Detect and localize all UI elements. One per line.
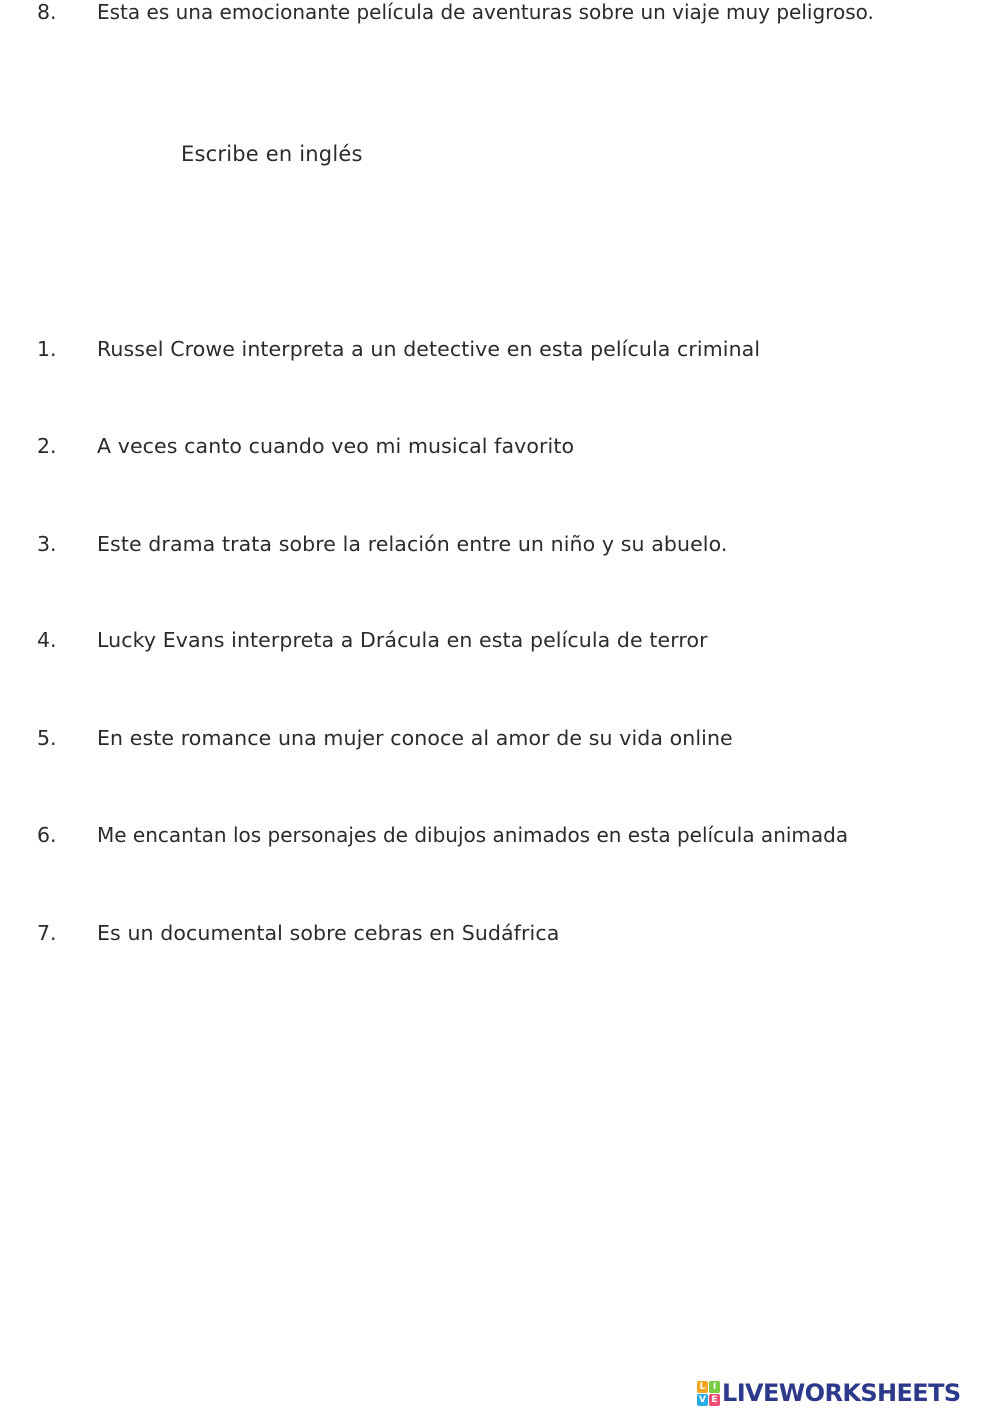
item-number: 7. <box>37 921 57 945</box>
logo-letter-i: I <box>709 1381 720 1393</box>
item-number: 3. <box>37 532 57 556</box>
exercise-item-8 <box>0 0 1000 30</box>
logo-letter-e: E <box>709 1394 720 1406</box>
exercise-item-4 <box>0 628 1000 658</box>
item-number: 1. <box>37 337 57 361</box>
item-sentence: A veces canto cuando veo mi musical favorito <box>97 434 575 458</box>
item-sentence: Esta es una emocionante película de aventuras sobre un viaje muy peligroso. <box>97 0 874 24</box>
exercise-item-3 <box>0 532 1000 562</box>
worksheet-heading: Escribe en inglés <box>181 142 363 166</box>
item-sentence: Me encantan los personajes de dibujos animados en esta película animada <box>97 823 849 847</box>
logo-letter-l: L <box>697 1381 708 1393</box>
exercise-item-7 <box>0 921 1000 951</box>
liveworksheets-logo <box>697 1378 961 1408</box>
item-number: 6. <box>37 823 57 847</box>
exercise-item-5 <box>0 726 1000 756</box>
logo-text: LIVEWORKSHEETS <box>722 1379 961 1407</box>
exercise-item-1 <box>0 337 1000 367</box>
item-sentence: En este romance una mujer conoce al amor de su vida online <box>97 726 733 750</box>
item-number: 8. <box>37 0 57 24</box>
exercise-item-2 <box>0 434 1000 464</box>
item-sentence: Es un documental sobre cebras en Sudáfrica <box>97 921 560 945</box>
item-sentence: Lucky Evans interpreta a Drácula en esta película de terror <box>97 628 708 652</box>
live-logo-icon <box>697 1381 720 1406</box>
item-sentence: Este drama trata sobre la relación entre un niño y su abuelo. <box>97 532 728 556</box>
item-number: 5. <box>37 726 57 750</box>
logo-letter-v: V <box>697 1394 708 1406</box>
item-number: 4. <box>37 628 57 652</box>
item-number: 2. <box>37 434 57 458</box>
exercise-item-6 <box>0 823 1000 853</box>
item-sentence: Russel Crowe interpreta a un detective en esta película criminal <box>97 337 761 361</box>
